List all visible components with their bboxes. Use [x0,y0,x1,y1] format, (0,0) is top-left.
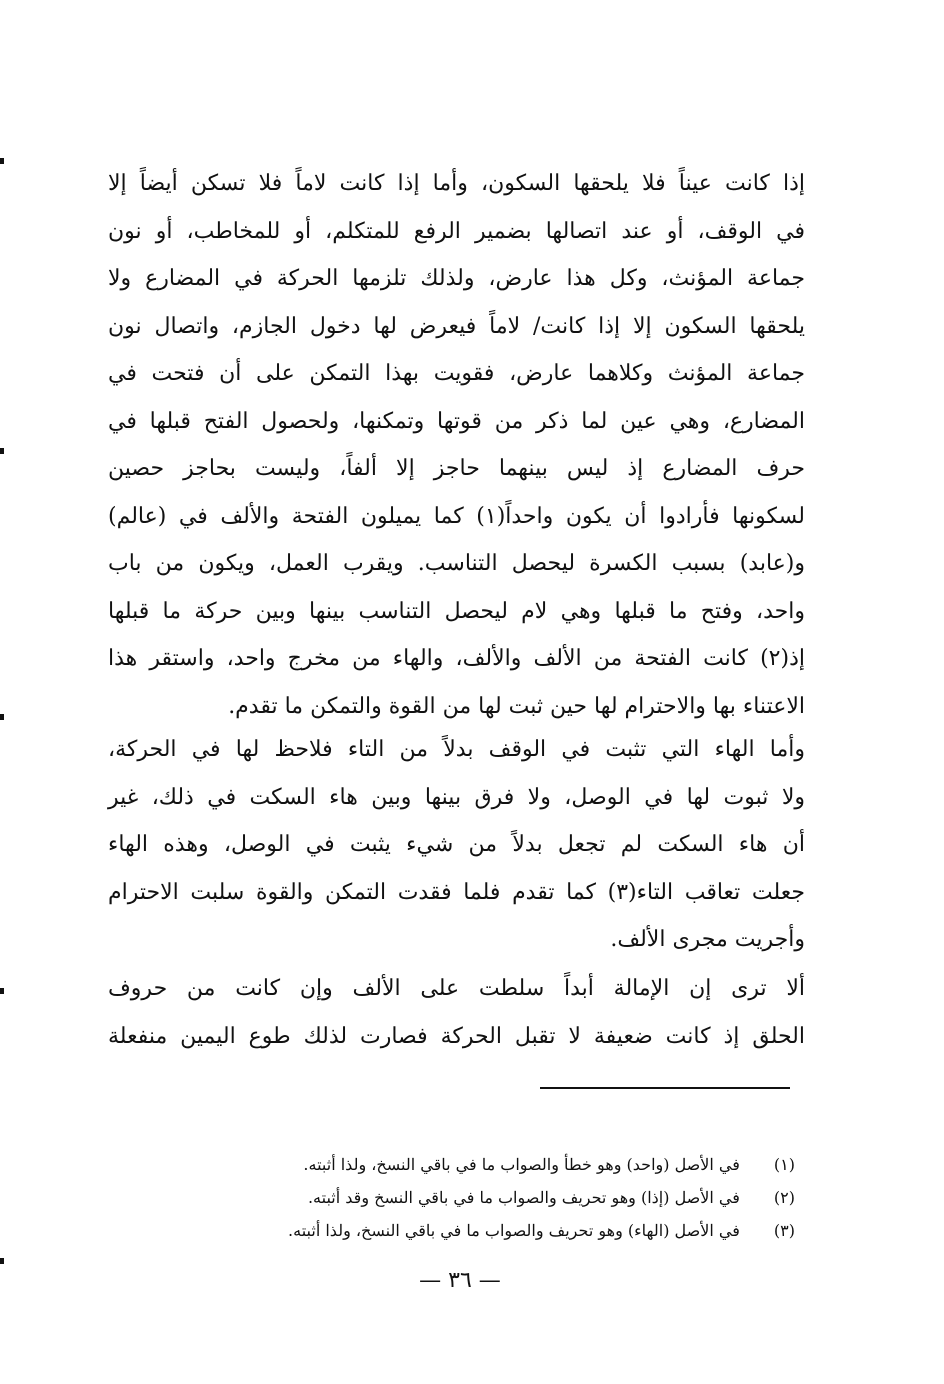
text-line: الحلق إذ كانت ضعيفة لا تقبل الحركة فصارت لذلك طوع اليمين منفعلة [108,1023,805,1049]
text-line: جماعة المؤنث، وكل هذا عارض، ولذلك تلزمها الحركة في المضارع ولا [108,266,805,291]
paragraph-3 [108,965,805,1060]
text-line: جماعة المؤنث وكلاهما عارض، فقويت بهذا التمكن على أن فتحت في [108,361,805,386]
footnote-number: (١) [773,1155,795,1174]
scan-margin-mark [0,988,4,994]
footnote-separator [540,1087,790,1089]
text-line: جعلت تعاقب التاء(٣) كما تقدم فلما فقدت التمكن والقوة سلبت الاحترام [108,879,806,905]
text-line: في الوقف، أو عند اتصالها بضمير الرفع للمتكلم، أو للمخاطب، أو نون [108,218,805,244]
text-line: وأما الهاء التي تثبت في الوقف بدلاً من التاء فلاحظ لها في الحركة، [108,737,805,762]
scan-margin-mark [0,1258,4,1264]
paragraph-2 [108,726,805,964]
text-line: إذا كانت عيناً فلا يلحقها السكون، وأما إذا كانت لاماً فلا تسكن أيضاً إلا [108,171,805,196]
text-line: أن هاء السكت لم تجعل بدلاً من شيء يثبت في الوصل، وهذه الهاء [108,832,805,857]
footnote-text: في الأصل (واحد) وهو خطأ والصواب ما في باقي النسخ، ولذا أثبته. [303,1155,740,1174]
footnotes [140,1148,795,1247]
scan-margin-mark [0,448,4,454]
footnote-number: (٣) [773,1221,795,1240]
page-number: — ٣٦ — [419,1268,501,1293]
paragraph-1 [108,160,805,730]
footnote-1 [140,1148,795,1181]
text-line: الاعتناء بها والاحترام لها حين ثبت لها من القوة والتمكن ما تقدم. [228,693,805,719]
scan-margin-mark [0,714,4,720]
scan-margin-mark [0,158,4,164]
footnote-3 [140,1214,795,1247]
footnote-2 [140,1181,795,1214]
text-line: لسكونها فأرادوا أن يكون واحداً(١) كما يميلون الفتحة والألف في (عالم) [108,503,805,529]
text-line: واحد، وفتح ما قبلها وهي لام ليحصل التناسب بينها وبين حركة ما قبلها [108,598,805,624]
footnote-text: في الأصل (إذا) وهو تحريف والصواب ما في باقي النسخ وقد أثبته. [307,1188,740,1207]
text-line: وأجريت مجرى الألف. [610,927,805,952]
text-line: إذ(٢) كانت الفتحة من الألف والألف، والهاء من مخرج واحد، واستقر هذا [108,646,805,671]
text-line: المضارع، وهي عين لما ذكر من قوتها وتمكنها، ولحصول الفتح قبلها في [108,408,805,434]
text-line: ولا ثبوت لها في الوصل، ولا فرق بينها وبين هاء السكت في ذلك، غير [108,784,805,810]
text-line: حرف المضارع إذ ليس بينهما حاجز إلا ألفاً، وليست بحاجز حصين [108,456,805,481]
footnote-number: (٢) [773,1188,795,1207]
text-line: ألا ترى إن الإمالة أبداً سلطت على الألف وإن كانت من حروف [108,976,805,1001]
footnote-text: في الأصل (الهاء) وهو تحريف والصواب ما في باقي النسخ، ولذا أثبته. [288,1221,740,1240]
text-line: و(عابد) بسبب الكسرة ليحصل التناسب. ويقرب العمل، ويكون من باب [108,551,805,576]
text-line: يلحقها السكون إلا إذا كانت/ لاماً فيعرض لها دخول الجازم، واتصال نون [108,313,805,339]
